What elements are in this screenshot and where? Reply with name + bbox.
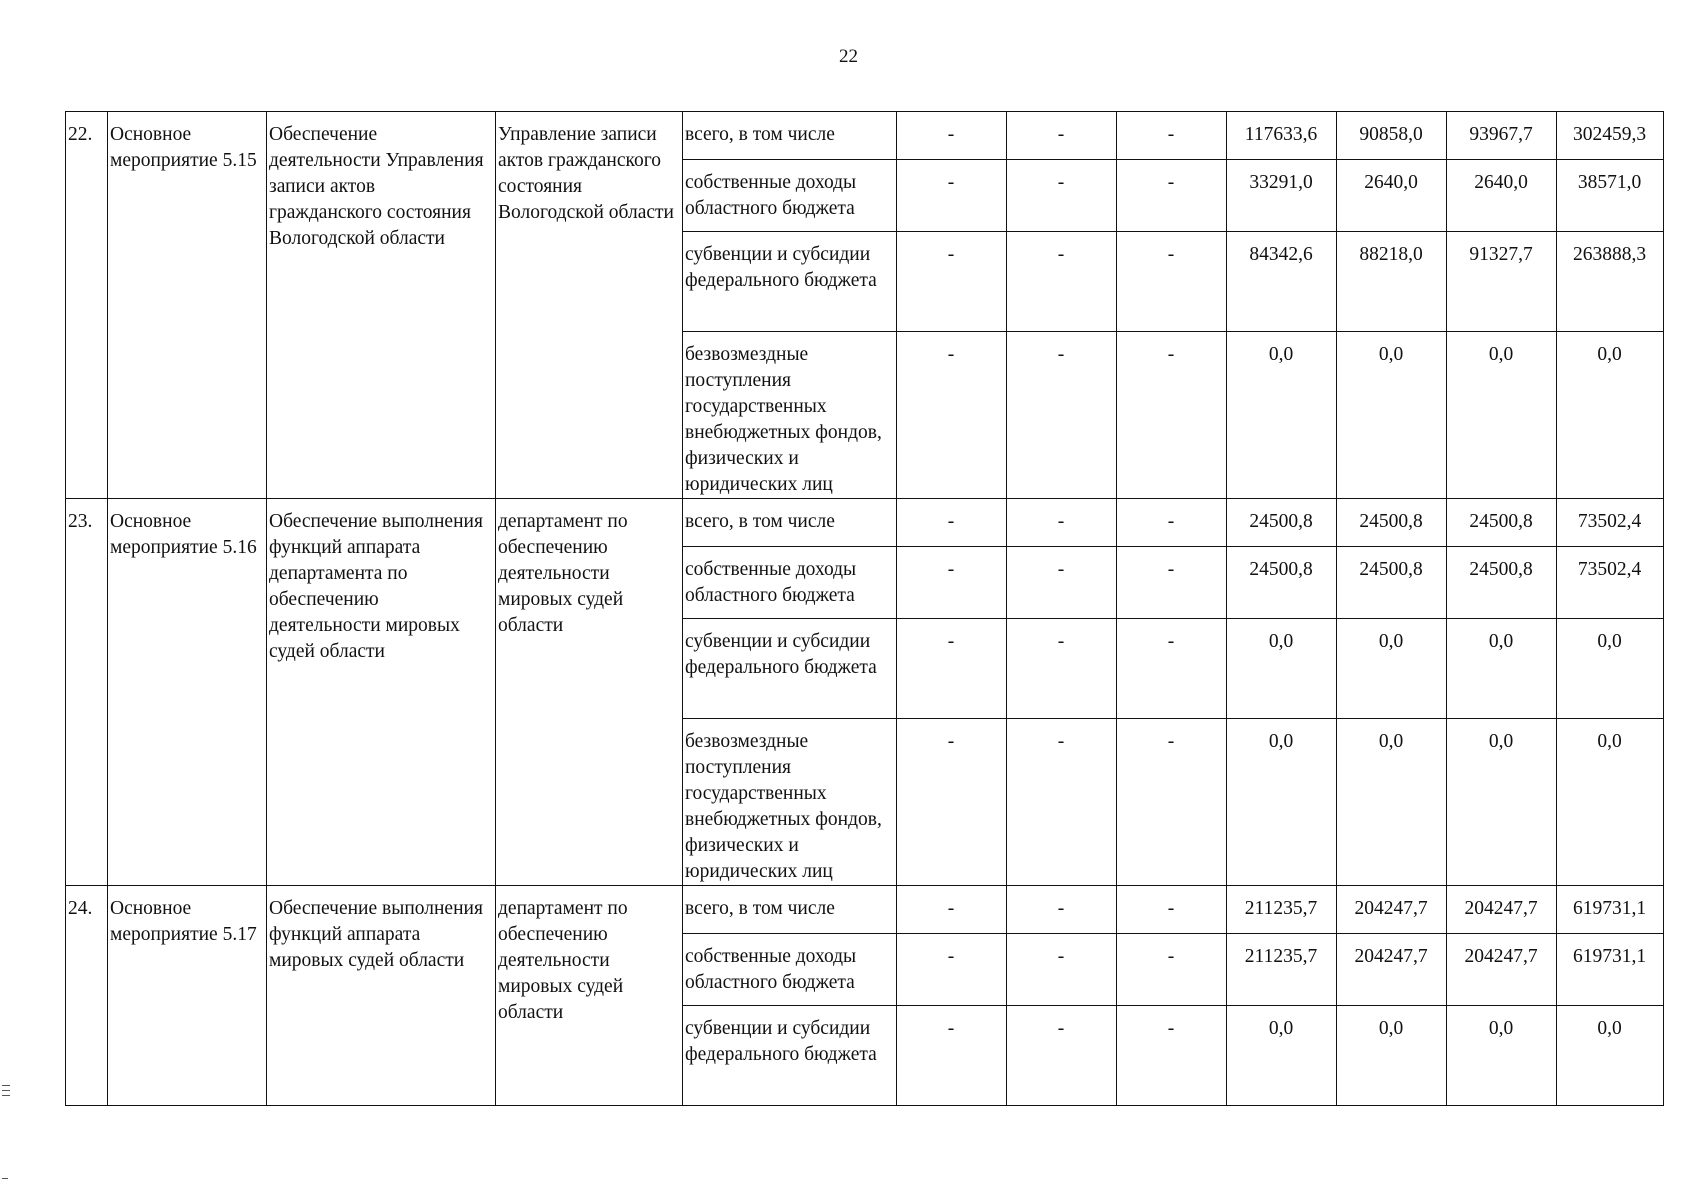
empty-value-cell: -: [1117, 619, 1227, 719]
empty-value-cell: -: [1007, 332, 1117, 499]
year-value-cell: 84342,6: [1227, 232, 1337, 332]
year-value-cell: 204247,7: [1337, 934, 1447, 1006]
total-value-cell: 73502,4: [1557, 547, 1664, 619]
year-value-cell: 0,0: [1227, 1006, 1337, 1106]
year-value-cell: 0,0: [1337, 1006, 1447, 1106]
empty-value-cell: -: [1117, 232, 1227, 332]
budget-table: [65, 111, 1664, 1106]
empty-value-cell: -: [897, 934, 1007, 1006]
row-number-cell: 23.: [66, 499, 108, 886]
table-row: [66, 886, 1664, 934]
empty-value-cell: -: [1007, 719, 1117, 886]
empty-value-cell: -: [1117, 934, 1227, 1006]
empty-value-cell: -: [1007, 112, 1117, 160]
total-value-cell: 263888,3: [1557, 232, 1664, 332]
measure-type-cell: Основное мероприятие 5.16: [108, 499, 267, 886]
row-number-cell: 24.: [66, 886, 108, 1106]
year-value-cell: 0,0: [1337, 332, 1447, 499]
empty-value-cell: -: [897, 719, 1007, 886]
funding-source-cell: собственные доходы областного бюджета: [683, 160, 897, 232]
year-value-cell: 0,0: [1227, 619, 1337, 719]
funding-source-cell: собственные доходы областного бюджета: [683, 934, 897, 1006]
year-value-cell: 2640,0: [1447, 160, 1557, 232]
year-value-cell: 0,0: [1447, 619, 1557, 719]
measure-type-cell: Основное мероприятие 5.15: [108, 112, 267, 499]
empty-value-cell: -: [1007, 934, 1117, 1006]
total-value-cell: 0,0: [1557, 332, 1664, 499]
year-value-cell: 93967,7: [1447, 112, 1557, 160]
empty-value-cell: -: [1117, 112, 1227, 160]
measure-name-cell: Обеспечение деятельности Управления записи актов гражданского состояния Вологодской области: [267, 112, 496, 499]
empty-value-cell: -: [1117, 547, 1227, 619]
row-number-cell: 22.: [66, 112, 108, 499]
year-value-cell: 0,0: [1447, 332, 1557, 499]
empty-value-cell: -: [1117, 332, 1227, 499]
measure-type-cell: Основное мероприятие 5.17: [108, 886, 267, 1106]
empty-value-cell: -: [1007, 1006, 1117, 1106]
empty-value-cell: -: [1117, 719, 1227, 886]
total-value-cell: 0,0: [1557, 1006, 1664, 1106]
executor-cell: департамент по обеспечению деятельности мировых судей области: [496, 886, 683, 1106]
executor-cell: Управление записи актов гражданского состояния Вологодской области: [496, 112, 683, 499]
year-value-cell: 24500,8: [1337, 547, 1447, 619]
empty-value-cell: -: [897, 886, 1007, 934]
empty-value-cell: -: [1007, 499, 1117, 547]
total-value-cell: 73502,4: [1557, 499, 1664, 547]
year-value-cell: 0,0: [1337, 619, 1447, 719]
empty-value-cell: -: [1007, 886, 1117, 934]
table-row: [66, 112, 1664, 160]
empty-value-cell: -: [897, 1006, 1007, 1106]
empty-value-cell: -: [897, 547, 1007, 619]
year-value-cell: 24500,8: [1447, 547, 1557, 619]
table-row: [66, 499, 1664, 547]
empty-value-cell: -: [1007, 547, 1117, 619]
total-value-cell: 302459,3: [1557, 112, 1664, 160]
year-value-cell: 33291,0: [1227, 160, 1337, 232]
year-value-cell: 0,0: [1337, 719, 1447, 886]
year-value-cell: 117633,6: [1227, 112, 1337, 160]
year-value-cell: 24500,8: [1337, 499, 1447, 547]
empty-value-cell: -: [1117, 886, 1227, 934]
year-value-cell: 24500,8: [1447, 499, 1557, 547]
empty-value-cell: -: [1117, 499, 1227, 547]
empty-value-cell: -: [897, 160, 1007, 232]
total-value-cell: 619731,1: [1557, 886, 1664, 934]
year-value-cell: 91327,7: [1447, 232, 1557, 332]
funding-source-cell: всего, в том числе: [683, 499, 897, 547]
funding-source-cell: субвенции и субсидии федерального бюджета: [683, 1006, 897, 1106]
measure-name-cell: Обеспечение выполнения функций аппарата департамента по обеспечению деятельности мировых судей области: [267, 499, 496, 886]
empty-value-cell: -: [897, 332, 1007, 499]
empty-value-cell: -: [1117, 160, 1227, 232]
table-body: [66, 112, 1664, 1106]
empty-value-cell: -: [1117, 1006, 1227, 1106]
year-value-cell: 24500,8: [1227, 499, 1337, 547]
year-value-cell: 211235,7: [1227, 934, 1337, 1006]
scan-mark: [2, 1178, 8, 1179]
funding-source-cell: безвозмездные поступления государственных внебюджетных фондов, физических и юридических лиц: [683, 719, 897, 886]
funding-source-cell: всего, в том числе: [683, 886, 897, 934]
funding-source-cell: субвенции и субсидии федерального бюджета: [683, 619, 897, 719]
funding-source-cell: собственные доходы областного бюджета: [683, 547, 897, 619]
total-value-cell: 38571,0: [1557, 160, 1664, 232]
year-value-cell: 2640,0: [1337, 160, 1447, 232]
year-value-cell: 88218,0: [1337, 232, 1447, 332]
year-value-cell: 204247,7: [1447, 886, 1557, 934]
year-value-cell: 0,0: [1227, 719, 1337, 886]
empty-value-cell: -: [1007, 232, 1117, 332]
executor-cell: департамент по обеспечению деятельности мировых судей области: [496, 499, 683, 886]
year-value-cell: 0,0: [1447, 719, 1557, 886]
empty-value-cell: -: [1007, 619, 1117, 719]
year-value-cell: 90858,0: [1337, 112, 1447, 160]
year-value-cell: 211235,7: [1227, 886, 1337, 934]
measure-name-cell: Обеспечение выполнения функций аппарата мировых судей области: [267, 886, 496, 1106]
year-value-cell: 0,0: [1447, 1006, 1557, 1106]
scan-mark: [2, 1095, 10, 1096]
scan-mark: [2, 1090, 10, 1091]
year-value-cell: 24500,8: [1227, 547, 1337, 619]
year-value-cell: 0,0: [1227, 332, 1337, 499]
empty-value-cell: -: [897, 112, 1007, 160]
empty-value-cell: -: [897, 499, 1007, 547]
funding-source-cell: всего, в том числе: [683, 112, 897, 160]
total-value-cell: 619731,1: [1557, 934, 1664, 1006]
funding-source-cell: субвенции и субсидии федерального бюджета: [683, 232, 897, 332]
funding-source-cell: безвозмездные поступления государственных внебюджетных фондов, физических и юридических лиц: [683, 332, 897, 499]
page-number: 22: [839, 46, 858, 67]
scan-mark: [2, 1085, 10, 1086]
empty-value-cell: -: [1007, 160, 1117, 232]
total-value-cell: 0,0: [1557, 719, 1664, 886]
empty-value-cell: -: [897, 619, 1007, 719]
empty-value-cell: -: [897, 232, 1007, 332]
total-value-cell: 0,0: [1557, 619, 1664, 719]
year-value-cell: 204247,7: [1337, 886, 1447, 934]
year-value-cell: 204247,7: [1447, 934, 1557, 1006]
